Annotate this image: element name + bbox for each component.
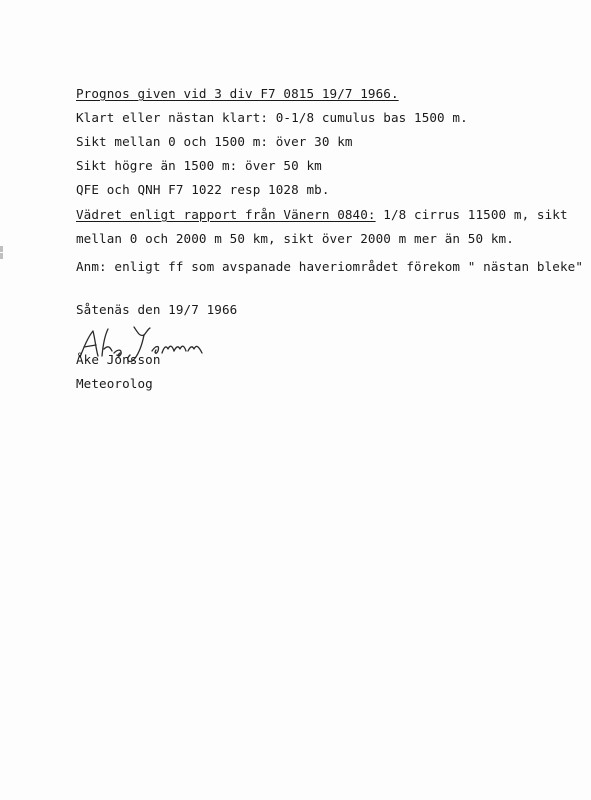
- margin-mark: [0, 246, 3, 252]
- forecast-heading: Prognos given vid 3 div F7 0815 19/7 1966.: [76, 86, 399, 101]
- report-text-first: 1/8 cirrus 11500 m, sikt: [375, 207, 568, 222]
- report-line-second: mellan 0 och 2000 m 50 km, sikt över 2000 m mer än 50 km.: [76, 231, 514, 246]
- report-heading: Vädret enligt rapport från Vänern 0840:: [76, 207, 376, 222]
- forecast-line-clouds: Klart eller nästan klart: 0-1/8 cumulus bas 1500 m.: [76, 110, 468, 125]
- signer-title: Meteorolog: [76, 376, 153, 391]
- forecast-line-visibility-low: Sikt mellan 0 och 1500 m: över 30 km: [76, 134, 353, 149]
- remark-line: Anm: enligt ff som avspanade haveriområdet förekom " nästan bleke": [76, 259, 584, 274]
- place-date-line: Såtenäs den 19/7 1966: [76, 302, 238, 317]
- forecast-line-pressure: QFE och QNH F7 1022 resp 1028 mb.: [76, 182, 330, 197]
- report-line-first: [76, 207, 568, 223]
- signer-name: Åke Jönsson: [76, 352, 161, 367]
- forecast-line-visibility-high: Sikt högre än 1500 m: över 50 km: [76, 158, 322, 173]
- margin-mark: [0, 253, 3, 259]
